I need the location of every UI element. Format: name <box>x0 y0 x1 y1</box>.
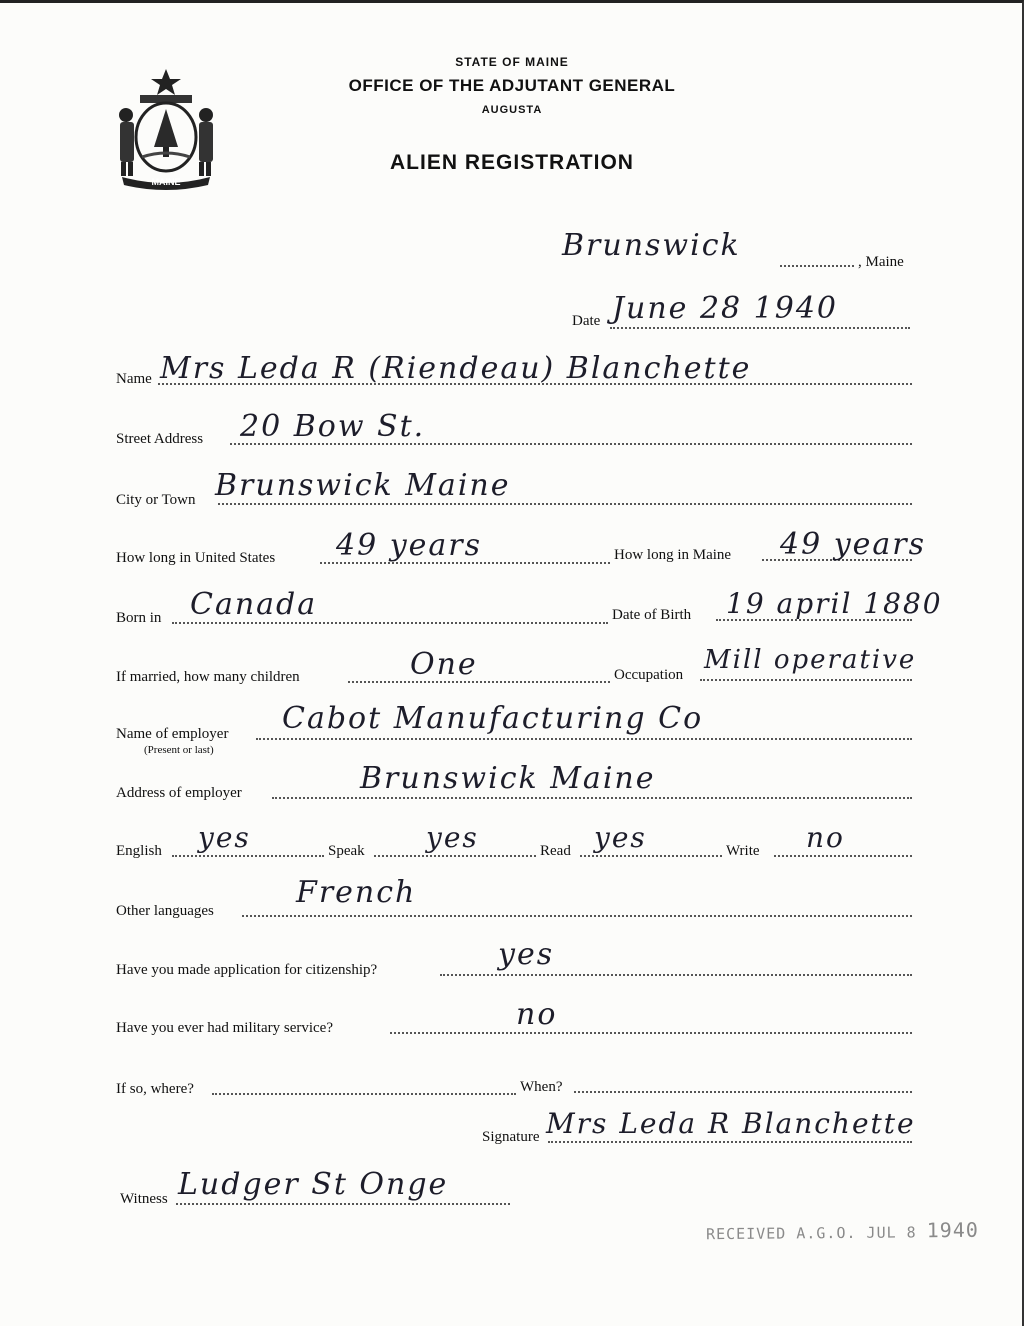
how-long-us-value: 49 years <box>336 528 483 563</box>
citizenship-value: yes <box>498 937 555 972</box>
write-label: Write <box>726 843 760 859</box>
read-dots <box>580 855 722 857</box>
how-long-maine-label: How long in Maine <box>614 547 732 563</box>
how-long-us-label: How long in United States <box>116 550 276 566</box>
write-value: no <box>806 821 845 854</box>
employer-sub-label: (Present or last) <box>144 744 214 756</box>
employer-address-label: Address of employer <box>116 785 242 801</box>
military-dots <box>390 1032 912 1034</box>
read-label: Read <box>540 843 571 859</box>
children-label: If married, how many children <box>116 669 300 685</box>
if-so-where-label: If so, where? <box>116 1081 194 1097</box>
seal-banner-text: MAINE <box>151 177 181 187</box>
other-languages-label: Other languages <box>116 903 214 919</box>
signature-dots <box>548 1141 912 1143</box>
employer-value: Cabot Manufacturing Co <box>282 701 704 736</box>
witness-label: Witness <box>120 1191 168 1207</box>
header-office: OFFICE OF THE ADJUTANT GENERAL <box>348 76 676 95</box>
english-value: yes <box>198 821 251 854</box>
how-long-maine-value: 49 years <box>780 527 927 562</box>
children-value: One <box>410 647 478 682</box>
form-title: ALIEN REGISTRATION <box>390 151 634 174</box>
other-languages-dots <box>242 915 912 917</box>
military-value: no <box>516 997 558 1032</box>
signature-label: Signature <box>482 1129 540 1145</box>
date-label: Date <box>572 313 601 329</box>
dob-label: Date of Birth <box>612 607 692 623</box>
header-city: AUGUSTA <box>481 104 543 116</box>
occupation-dots <box>700 679 912 681</box>
received-stamp <box>706 1218 979 1244</box>
children-dots <box>348 681 610 683</box>
english-label: English <box>116 843 162 859</box>
employer-label: Name of employer <box>116 726 229 742</box>
occupation-value: Mill operative <box>704 645 917 675</box>
other-languages-value: French <box>296 875 417 910</box>
dob-value: 19 april 1880 <box>726 587 943 620</box>
city-label: City or Town <box>116 492 196 508</box>
born-in-label: Born in <box>116 610 162 626</box>
speak-label: Speak <box>328 843 365 859</box>
when-label: When? <box>520 1079 563 1095</box>
maine-label: , Maine <box>858 254 904 270</box>
received-stamp-year: 1940 <box>926 1217 979 1243</box>
header-state: STATE OF MAINE <box>455 55 569 69</box>
employer-address-value: Brunswick Maine <box>360 761 656 796</box>
when-dots <box>574 1091 912 1093</box>
occupation-label: Occupation <box>614 667 684 683</box>
citizenship-label: Have you made application for citizenship? <box>116 962 378 978</box>
speak-value: yes <box>426 821 479 854</box>
city-dots <box>218 503 912 505</box>
street-value: 20 Bow St. <box>240 409 426 444</box>
born-in-value: Canada <box>190 587 318 622</box>
date-dots <box>610 327 910 329</box>
received-stamp-text: RECEIVED A.G.O. JUL 8 <box>705 1223 917 1244</box>
english-dots <box>172 855 324 857</box>
write-dots <box>774 855 912 857</box>
signature-value: Mrs Leda R Blanchette <box>546 1107 916 1140</box>
employer-dots <box>256 738 912 740</box>
date-value: June 28 1940 <box>612 291 839 326</box>
name-label: Name <box>116 371 152 387</box>
witness-value: Ludger St Onge <box>178 1167 449 1202</box>
speak-dots <box>374 855 536 857</box>
town-value: Brunswick <box>562 228 741 263</box>
witness-dots <box>176 1203 510 1205</box>
born-in-dots <box>172 622 608 624</box>
military-label: Have you ever had military service? <box>116 1020 333 1036</box>
citizenship-dots <box>440 974 912 976</box>
where-dots <box>212 1093 516 1095</box>
read-value: yes <box>594 821 647 854</box>
city-value: Brunswick Maine <box>215 468 511 503</box>
town-dots <box>780 265 854 267</box>
employer-address-dots <box>272 797 912 799</box>
street-label: Street Address <box>116 431 204 447</box>
name-value: Mrs Leda R (Riendeau) Blanchette <box>160 351 752 386</box>
